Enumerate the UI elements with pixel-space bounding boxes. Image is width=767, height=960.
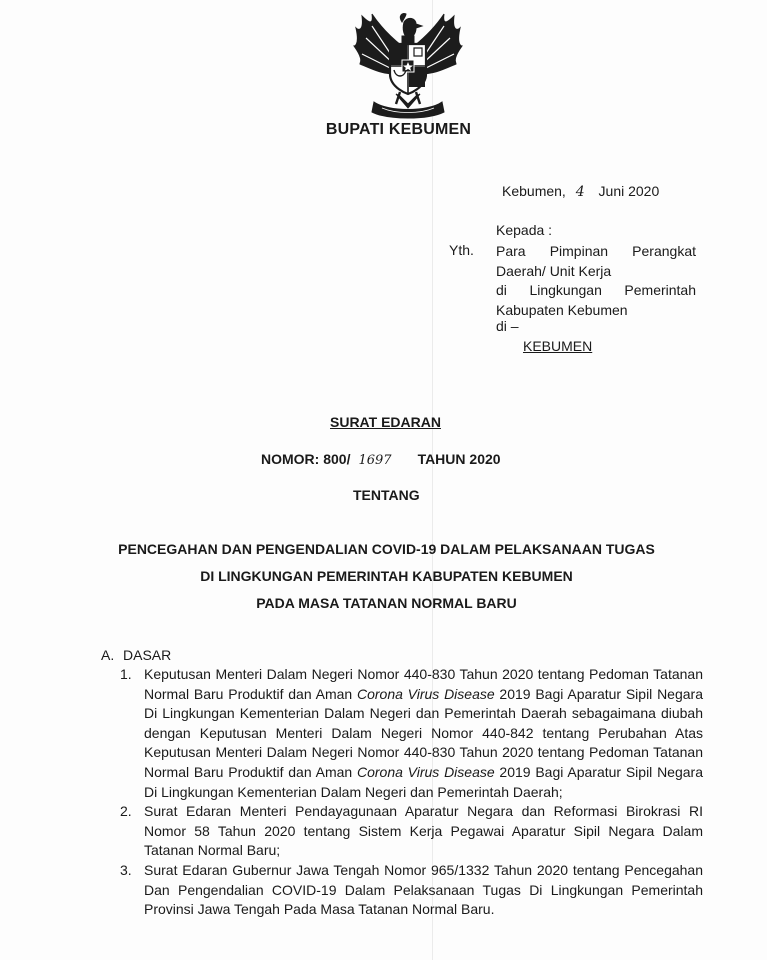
number-prefix: NOMOR: 800/ [261,451,351,467]
document-subject [0,536,767,617]
list-item-number: 2. [120,803,132,820]
section-heading [101,647,171,663]
addressee-line: Daerah/ Unit Kerja [496,262,612,279]
list-item [120,665,703,802]
issuer-heading: BUPATI KEBUMEN [325,121,472,138]
list-item-text: Surat Edaran Gubernur Jawa Tengah Nomor 965/1332 Tahun 2020 tentang Pencegahan Dan Pengendalian COVID-19 Dalam Pelaksanaan Tugas Di Lingkungan Pemerintah Provinsi Jawa Tengah Pada Masa Tatanan Normal Baru. [144,861,703,918]
addressee-line: Para Pimpinan Perangkat [496,243,696,259]
date-day-handwritten: 4 [575,184,585,200]
document-number [261,451,501,468]
legal-basis-list [120,665,703,920]
subject-line: PADA MASA TATANAN NORMAL BARU [256,595,517,611]
subject-line: DI LINGKUNGAN PEMERINTAH KABUPATEN KEBUMEN [200,568,573,584]
list-item [120,802,703,861]
number-suffix: TAHUN 2020 [417,451,501,467]
addressee-line: di Lingkungan Pemerintah [496,282,696,298]
addressee-kepada: Kepada : [496,222,553,238]
list-item-text: Surat Edaran Menteri Pendayagunaan Aparatur Negara dan Reformasi Birokrasi RI Nomor 58 Tahun 2020 tentang Sistem Kerja Pegawai Aparatur Sipil Negara Dalam Tatanan Normal Baru; [144,803,703,859]
addressee-city: KEBUMEN [523,338,593,354]
list-item-text: Keputusan Menteri Dalam Negeri Nomor 440-830 Tahun 2020 tentang Pedoman Tatanan Normal Baru Produktif dan Aman Corona Virus Disease 2019 Bagi Aparatur Sipil Negara Di Lingkungan Kementerian Dalam Negeri dan Pemerintah Daerah sebagaimana diubah dengan Keputusan Menteri Dalam Negeri Nomor 440-842 tentang Perubahan Atas Keputusan Menteri Dalam Negeri Nomor 440-830 Tahun 2020 tentang Pedoman Tatanan Normal Baru Produktif dan Aman Corona Virus Disease 2019 Bagi Aparatur Sipil Negara Di Lingkungan Kementerian Dalam Negeri dan Pemerintah Daerah; [144,666,703,800]
addressee-line: Kabupaten Kebumen [496,301,628,318]
document-about: TENTANG [353,487,420,503]
subject-line: PENCEGAHAN DAN PENGENDALIAN COVID-19 DALAM PELAKSANAAN TUGAS [118,541,655,557]
garuda-emblem-icon [352,8,464,120]
list-item [120,861,703,920]
section-letter: A. [101,647,115,663]
list-item-number: 3. [120,861,132,878]
addressee-di: di – [496,318,519,334]
letter-date [502,183,659,200]
number-handwritten: 1697 [358,453,392,468]
date-month-year: Juni 2020 [598,183,660,199]
addressee-block [496,242,696,320]
addressee-yth: Yth. [449,242,474,258]
date-place: Kebumen, [502,183,566,199]
section-title: DASAR [123,647,172,663]
list-item-number: 1. [120,666,132,682]
document-title: SURAT EDARAN [330,414,441,430]
